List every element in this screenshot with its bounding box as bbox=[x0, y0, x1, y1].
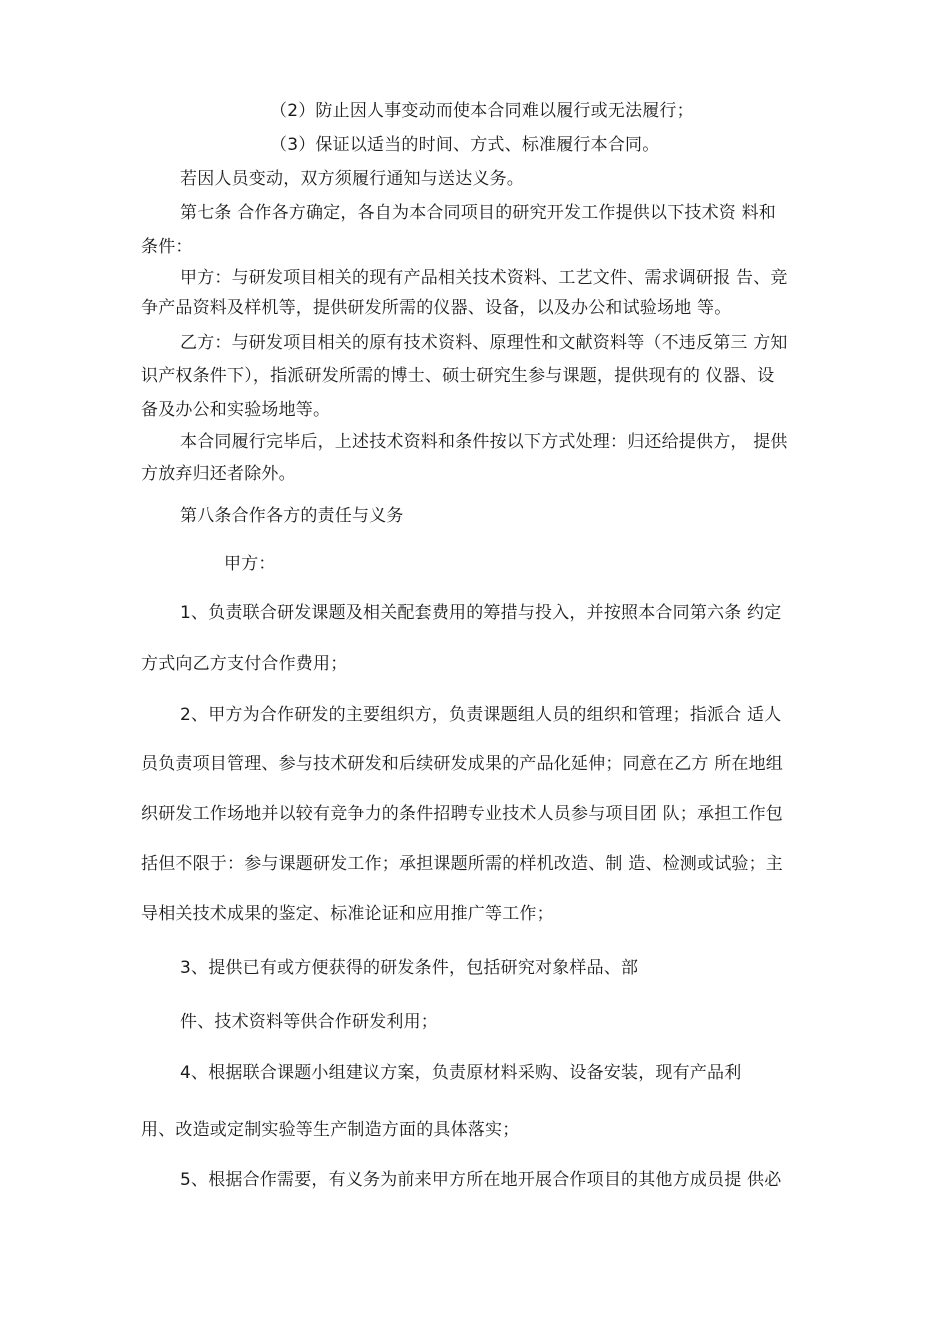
text-line: 织研发工作场地并以较有竞争力的条件招聘专业技术人员参与项目团 队；承担工作包 bbox=[141, 804, 784, 824]
text-line: 第七条 合作各方确定，各自为本合同项目的研究开发工作提供以下技术资 料和 bbox=[180, 203, 777, 223]
text-line: （2）防止因人事变动而使本合同难以履行或无法履行； bbox=[270, 101, 694, 121]
text-line: 若因人员变动，双方须履行通知与送达义务。 bbox=[180, 169, 524, 189]
text-line: 件、技术资料等供合作研发利用； bbox=[180, 1012, 438, 1032]
text-line: 1、负责联合研发课题及相关配套费用的筹措与投入，并按照本合同第六条 约定 bbox=[180, 603, 782, 623]
text-line: 2、甲方为合作研发的主要组织方，负责课题组人员的组织和管理；指派合 适人 bbox=[180, 705, 782, 725]
text-line: 本合同履行完毕后，上述技术资料和条件按以下方式处理：归还给提供方， 提供 bbox=[180, 432, 788, 452]
text-line: 乙方：与研发项目相关的原有技术资料、原理性和文献资料等（不违反第三 方知 bbox=[180, 333, 788, 353]
text-line: 导相关技术成果的鉴定、标准论证和应用推广等工作； bbox=[141, 904, 554, 924]
text-line: 4、根据联合课题小组建议方案，负责原材料采购、设备安装，现有产品利 bbox=[180, 1063, 742, 1083]
text-line: 括但不限于：参与课题研发工作；承担课题所需的样机改造、制 造、检测或试验；主 bbox=[141, 854, 784, 874]
text-line: 方放弃归还者除外。 bbox=[141, 464, 296, 484]
party-heading: 甲方： bbox=[224, 554, 276, 574]
text-line: 方式向乙方支付合作费用； bbox=[141, 654, 348, 674]
text-line: 3、提供已有或方便获得的研发条件，包括研究对象样品、部 bbox=[180, 958, 639, 978]
section-heading: 第八条合作各方的责任与义务 bbox=[180, 506, 404, 526]
text-line: 争产品资料及样机等，提供研发所需的仪器、设备，以及办公和试验场地 等。 bbox=[141, 298, 732, 318]
text-line: 员负责项目管理、参与技术研发和后续研发成果的产品化延伸；同意在乙方 所在地组 bbox=[141, 754, 784, 774]
text-line: 甲方：与研发项目相关的现有产品相关技术资料、工艺文件、需求调研报 告、竞 bbox=[180, 268, 788, 288]
text-line: 5、根据合作需要，有义务为前来甲方所在地开展合作项目的其他方成员提 供必 bbox=[180, 1170, 782, 1190]
text-line: 备及办公和实验场地等。 bbox=[141, 400, 331, 420]
text-line: 用、改造或定制实验等生产制造方面的具体落实； bbox=[141, 1120, 520, 1140]
text-line: 条件： bbox=[141, 237, 193, 257]
text-line: （3）保证以适当的时间、方式、标准履行本合同。 bbox=[270, 135, 660, 155]
text-line: 识产权条件下），指派研发所需的博士、硕士研究生参与课题，提供现有的 仪器、设 bbox=[141, 366, 775, 386]
